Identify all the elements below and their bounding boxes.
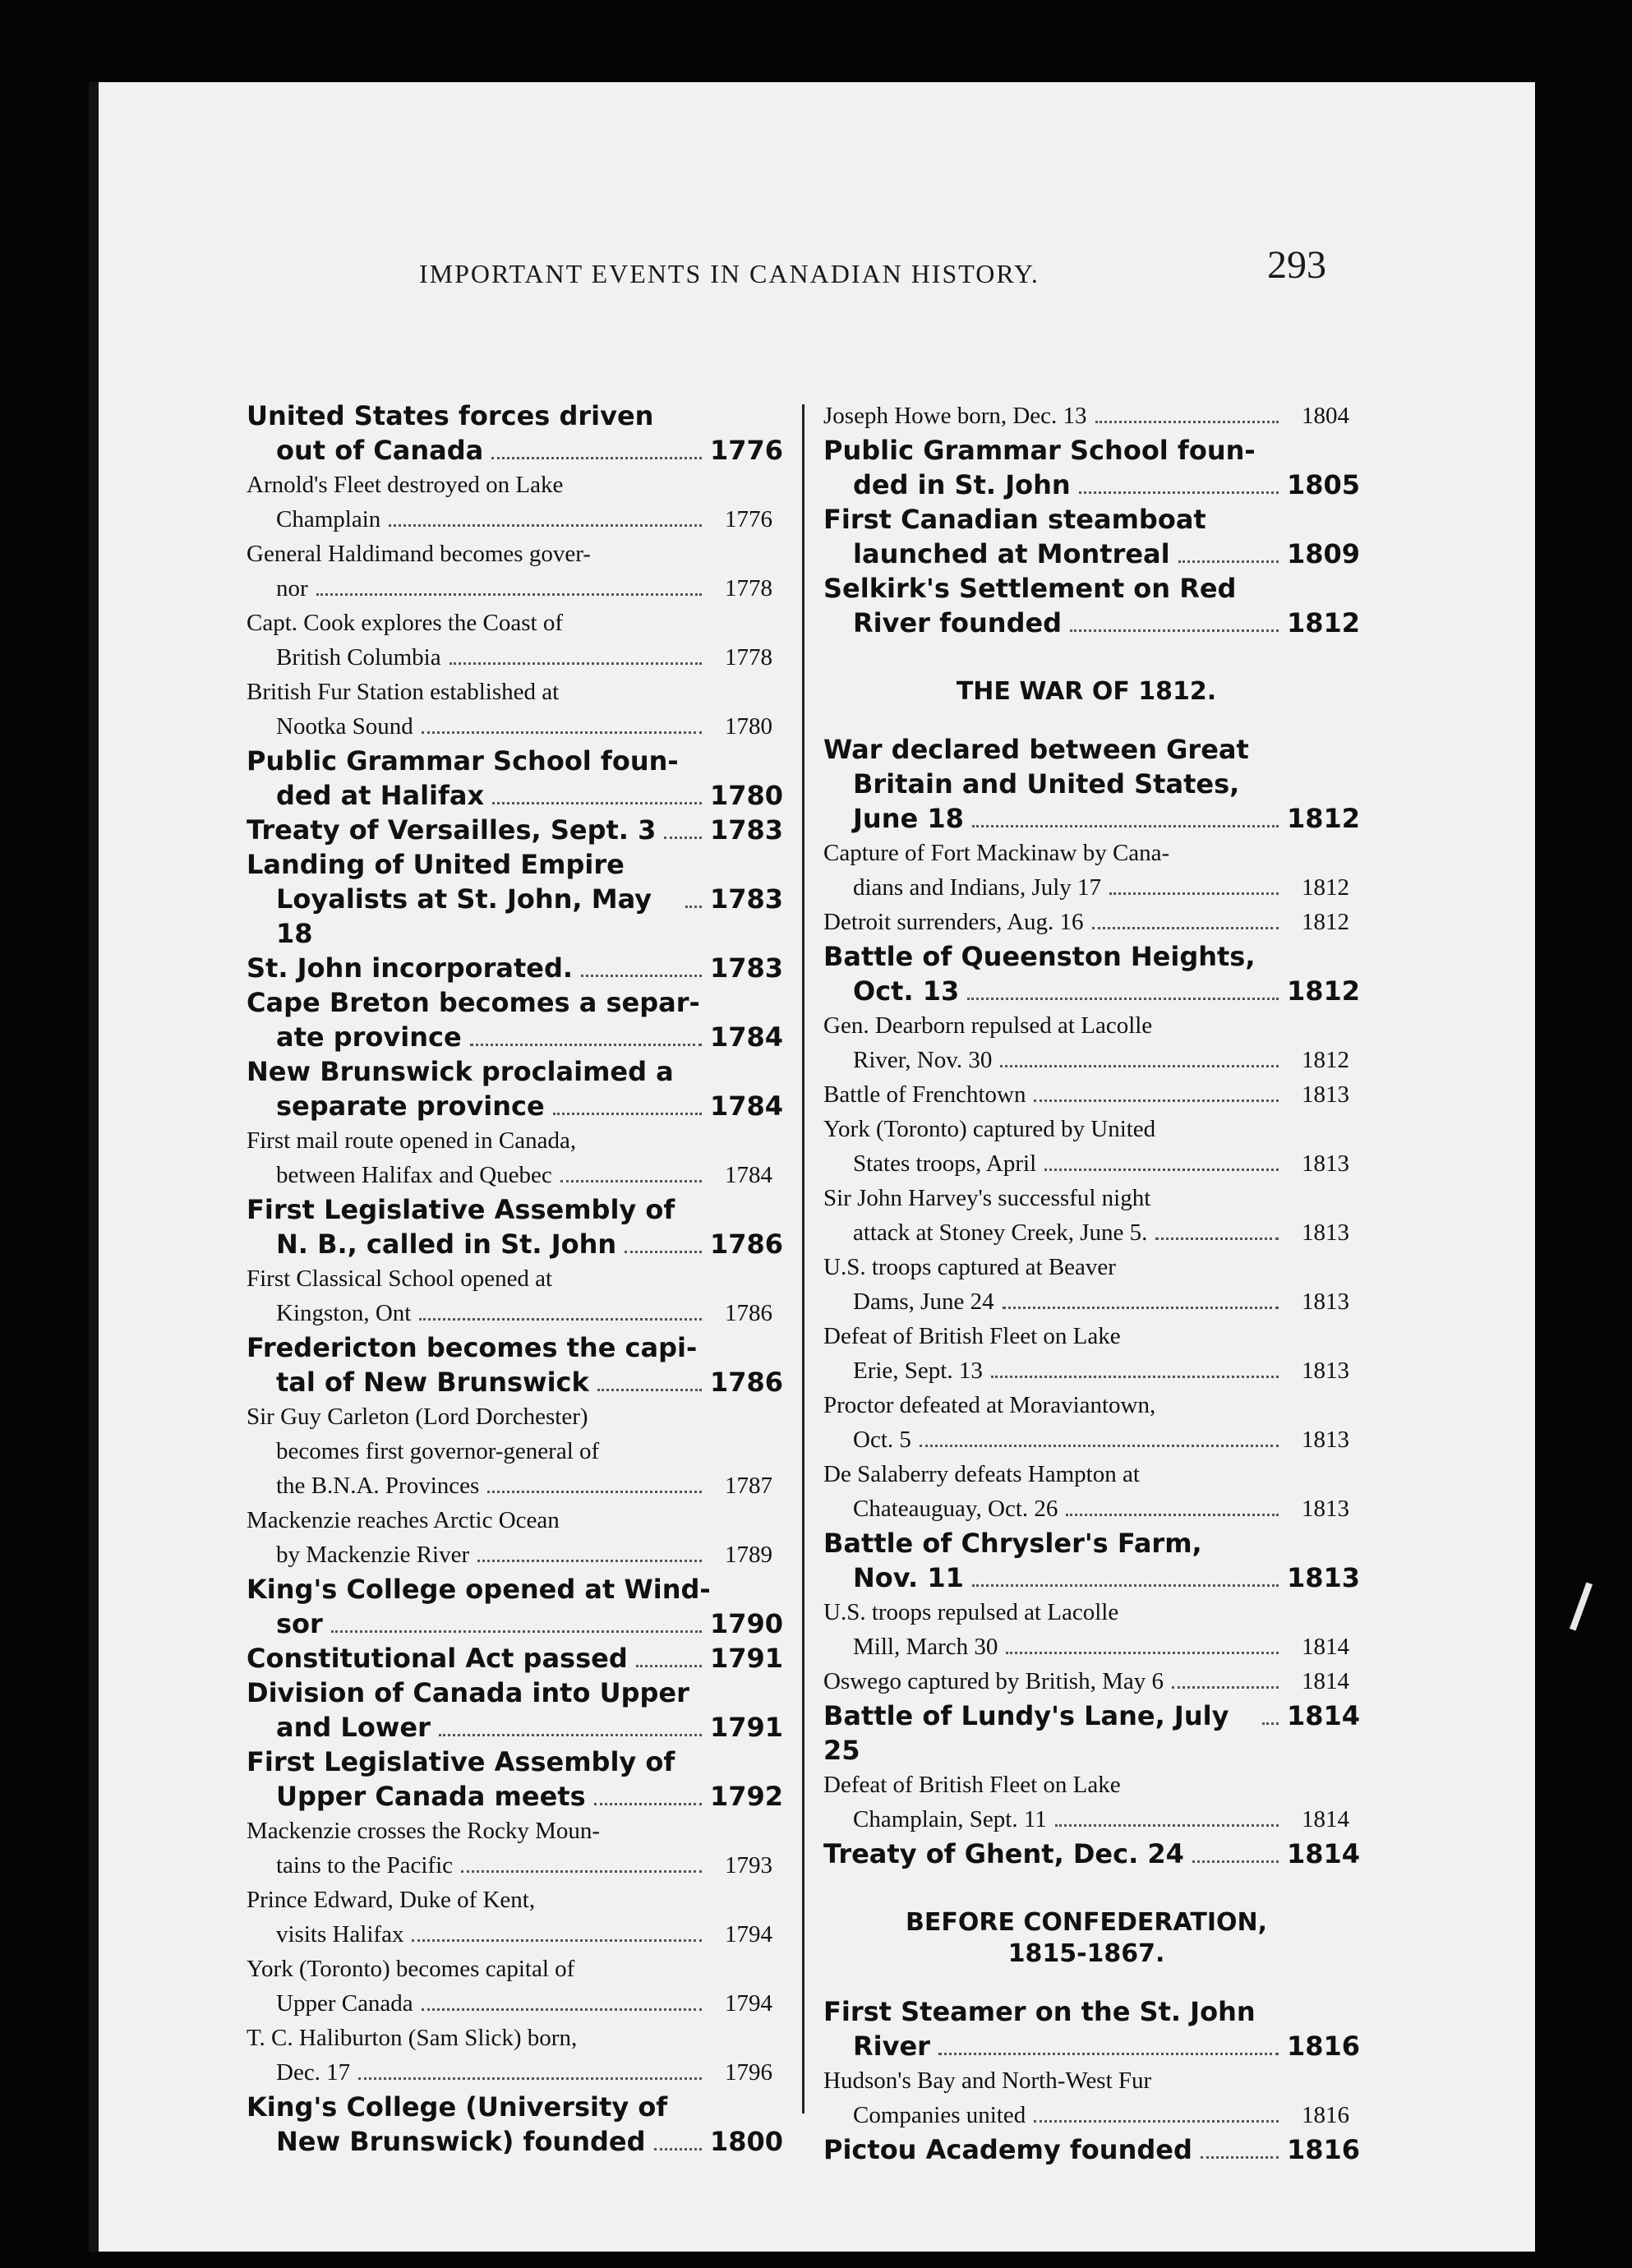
dot-leader [560, 1180, 702, 1182]
entry-text-line1: Selkirk's Settlement on Red [823, 573, 1237, 604]
entry-year: 1809 [1287, 538, 1361, 569]
entry-text-line2: Oswego captured by British, May 6 [823, 1668, 1164, 1694]
entry-text-line2: Chateauguay, Oct. 26 [853, 1496, 1058, 1522]
dot-leader [470, 1044, 702, 1046]
dot-leader [389, 524, 702, 527]
right-column [823, 399, 1361, 2167]
entry-text-line2: the B.N.A. Provinces [276, 1473, 480, 1499]
entry-text-line1: Arnold's Fleet destroyed on Lake [247, 472, 564, 498]
entry-year: 1778 [725, 575, 772, 602]
entry-text-line2: ate province [276, 1021, 462, 1053]
entry-text-line1: De Salaberry defeats Hampton at [823, 1461, 1140, 1487]
entry-text-line1: Proctor defeated at Moraviantown, [823, 1392, 1156, 1418]
dot-leader [938, 2053, 1279, 2055]
entry-text-line2: ded at Halifax [276, 780, 485, 811]
entry-text-line2: becomes first governor-general of [276, 1438, 600, 1464]
entry-year: 1784 [710, 1021, 784, 1053]
dot-leader [1079, 491, 1279, 494]
timeline-entry [823, 1595, 1349, 1664]
entry-year: 1800 [710, 2126, 784, 2157]
dot-leader [1095, 421, 1279, 423]
dot-leader [594, 1803, 702, 1805]
entry-text-line2: Champlain, Sept. 11 [853, 1806, 1047, 1832]
entry-text-line1: U.S. troops repulsed at Lacolle [823, 1599, 1119, 1625]
timeline-entry [247, 1468, 772, 1503]
dot-leader [1192, 1860, 1279, 1863]
timeline-entry [247, 1330, 784, 1399]
timeline-entry [247, 1676, 784, 1745]
timeline-entry [247, 744, 784, 813]
entry-year: 1813 [1302, 1081, 1349, 1108]
timeline-entry [247, 537, 772, 606]
dot-leader [685, 906, 702, 908]
entry-text-line1: York (Toronto) captured by United [823, 1116, 1156, 1142]
dot-leader [1092, 927, 1279, 929]
before-confederation-heading [823, 1907, 1349, 1970]
entry-text-line2: Oct. 13 [853, 975, 960, 1007]
dot-leader [1172, 1686, 1279, 1689]
timeline-entry [247, 468, 772, 537]
dot-leader [1034, 2120, 1279, 2123]
running-title: IMPORTANT EVENTS IN CANADIAN HISTORY. [419, 259, 1040, 288]
timeline-entry [823, 905, 1349, 939]
book-page [89, 82, 1535, 2252]
timeline-entry [823, 1526, 1361, 1595]
entry-text-line1: Division of Canada into Upper [247, 1677, 689, 1708]
page-number: 293 [1267, 243, 1326, 287]
entry-year: 1783 [710, 814, 784, 846]
timeline-entry [823, 1699, 1361, 1768]
dot-leader [1006, 1652, 1279, 1654]
dot-leader [1109, 892, 1279, 895]
entry-text-line1: Sir John Harvey's successful night [823, 1185, 1151, 1211]
dot-leader [1155, 1238, 1279, 1240]
entry-text-line1: Prince Edward, Duke of Kent, [247, 1887, 536, 1913]
entry-text-line2: Nov. 11 [853, 1562, 964, 1593]
entry-text-line2: States troops, April [853, 1150, 1037, 1177]
entry-text-line1: First Legislative Assembly of [247, 1194, 675, 1225]
entry-text-line1: First Legislative Assembly of [247, 1746, 675, 1777]
entry-year: 1791 [710, 1712, 784, 1743]
entry-text-line2: Loyalists at St. John, May 18 [276, 883, 652, 949]
entry-text-line1: Defeat of British Fleet on Lake [823, 1323, 1121, 1349]
timeline-entry [247, 985, 784, 1054]
war-of-1812-heading: THE WAR OF 1812. [956, 677, 1217, 706]
dot-leader [991, 1376, 1279, 1378]
dot-leader [553, 1113, 702, 1115]
entry-year: 1789 [725, 1542, 772, 1568]
entry-text-line1: Battle of Chrysler's Farm, [823, 1528, 1202, 1559]
scan-mark [1570, 1582, 1593, 1630]
entry-text-line2: Britain and United States, [853, 768, 1240, 800]
dot-leader [487, 1491, 702, 1493]
entry-text-line1: Mackenzie crosses the Rocky Moun- [247, 1818, 601, 1844]
entry-year: 1783 [710, 952, 784, 984]
entry-text-line1: Capture of Fort Mackinaw by Cana- [823, 840, 1170, 866]
entry-year: 1812 [1287, 975, 1361, 1007]
entry-text-line2: Joseph Howe born, Dec. 13 [823, 403, 1087, 429]
entry-year: 1812 [1302, 909, 1349, 935]
timeline-entry [823, 2132, 1361, 2167]
timeline-entry [823, 1768, 1349, 1837]
entry-text-line2: Treaty of Versailles, Sept. 3 [247, 814, 657, 846]
entry-year: 1812 [1287, 803, 1361, 834]
dot-leader [581, 975, 702, 977]
entry-text-line2: Detroit surrenders, Aug. 16 [823, 909, 1084, 935]
entry-text-line2: Companies united [853, 2102, 1026, 2128]
entry-year: 1813 [1287, 1562, 1361, 1593]
entry-year: 1816 [1302, 2102, 1349, 2128]
entry-text-line2: visits Halifax [276, 1921, 404, 1948]
entry-text-line1: New Brunswick proclaimed a [247, 1056, 674, 1087]
dot-leader [1178, 560, 1279, 563]
dot-leader [492, 802, 702, 804]
entry-text-line2: River founded [853, 607, 1063, 638]
entry-text-line1: Public Grammar School foun- [247, 745, 679, 777]
entry-year: 1776 [725, 506, 772, 532]
timeline-entry [823, 1250, 1349, 1319]
timeline-entry [247, 1192, 784, 1261]
entry-year: 1814 [1302, 1668, 1349, 1694]
entry-year: 1783 [710, 883, 784, 915]
timeline-entry [247, 1952, 772, 2021]
entry-text-line1: Public Grammar School foun- [823, 435, 1256, 466]
entry-text-line2: Constitutional Act passed [247, 1643, 628, 1674]
entry-year: 1813 [1302, 1150, 1349, 1177]
entry-text-line2: and Lower [276, 1712, 431, 1743]
timeline-entry [823, 1077, 1349, 1112]
dot-leader [461, 1870, 702, 1873]
timeline-entry [247, 1503, 772, 1572]
timeline-entry [247, 1572, 784, 1641]
entry-text-line2: Battle of Frenchtown [823, 1081, 1026, 1108]
timeline-entry [247, 606, 772, 675]
entry-year: 1792 [710, 1781, 784, 1812]
entry-year: 1814 [1302, 1806, 1349, 1832]
entry-year: 1813 [1302, 1427, 1349, 1453]
entry-year: 1814 [1302, 1634, 1349, 1660]
entry-text-line1: United States forces driven [247, 400, 654, 431]
timeline-entry [823, 1994, 1361, 2063]
entry-text-line2: Erie, Sept. 13 [853, 1358, 983, 1384]
entry-text-line1: Fredericton becomes the capi- [247, 1332, 698, 1363]
entry-text-line1: Hudson's Bay and North-West Fur [823, 2067, 1152, 2094]
dot-leader [412, 1939, 702, 1942]
timeline-entry [823, 939, 1361, 1008]
entry-year: 1804 [1302, 403, 1349, 429]
dot-leader [491, 457, 702, 459]
entry-text-line2: Upper Canada [276, 1990, 413, 2017]
entry-text-line1: King's College (University of [247, 2091, 668, 2123]
entry-year: 1814 [1287, 1838, 1361, 1869]
left-column [247, 399, 784, 2159]
timeline-entry [247, 1123, 772, 1192]
dot-leader [439, 1734, 702, 1736]
dot-leader [967, 998, 1279, 1000]
entry-year: 1786 [710, 1228, 784, 1260]
timeline-entry [823, 1664, 1349, 1699]
timeline-entry [247, 1399, 772, 1468]
entry-text-line2: between Halifax and Quebec [276, 1162, 552, 1188]
entry-text-line2: Pictou Academy founded [823, 2134, 1192, 2165]
timeline-entry [823, 1388, 1349, 1457]
dot-leader [1055, 1824, 1279, 1827]
dot-leader [358, 2077, 702, 2080]
entry-text-line1: First mail route opened in Canada, [247, 1127, 577, 1154]
entry-text-line1: T. C. Haliburton (Sam Slick) born, [247, 2025, 578, 2051]
timeline-entry [823, 1112, 1349, 1181]
entry-year: 1794 [725, 1990, 772, 2017]
war-of-1812-events [823, 732, 1361, 1871]
timeline-entry [247, 1814, 772, 1883]
entry-year: 1780 [725, 713, 772, 740]
page-header [99, 234, 1535, 300]
entry-year: 1812 [1302, 874, 1349, 901]
entry-text-line2: sor [276, 1608, 323, 1639]
timeline-entry [823, 502, 1361, 571]
entry-text-line2: by Mackenzie River [276, 1542, 470, 1568]
timeline-entry [823, 399, 1349, 433]
timeline-entry [247, 847, 784, 951]
dot-leader [1044, 1169, 1279, 1171]
dot-leader [449, 662, 702, 665]
dot-leader [972, 825, 1279, 827]
timeline-entry [823, 1457, 1349, 1526]
entry-year: 1812 [1287, 607, 1361, 638]
heading-line-2: 1815-1867. [1007, 1939, 1165, 1968]
dot-leader [1034, 1099, 1279, 1102]
timeline-entry [247, 1261, 772, 1330]
entry-text-line1: Gen. Dearborn repulsed at Lacolle [823, 1012, 1153, 1039]
before-confederation-events [823, 1994, 1361, 2167]
entry-text-line2: River, Nov. 30 [853, 1047, 993, 1073]
timeline-entry [247, 675, 772, 744]
entry-year: 1791 [710, 1643, 784, 1674]
entry-year: 1780 [710, 780, 784, 811]
entry-text-line2: Dams, June 24 [853, 1288, 994, 1315]
entry-text-line1: King's College opened at Wind- [247, 1574, 711, 1605]
entry-text-line1: First Canadian steamboat [823, 504, 1206, 535]
dot-leader [1066, 1514, 1279, 1516]
entry-text-line2: Kingston, Ont [276, 1300, 412, 1326]
timeline-entry [247, 2021, 772, 2090]
entry-text-line2: Oct. 5 [853, 1427, 911, 1453]
entry-text-line2: attack at Stoney Creek, June 5. [853, 1219, 1148, 1246]
entry-text-line1: Landing of United Empire [247, 849, 625, 880]
entry-text-line2: British Columbia [276, 644, 441, 671]
dot-leader [597, 1389, 702, 1391]
entry-text-line1: Battle of Queenston Heights, [823, 941, 1256, 972]
entry-text-line2: Dec. 17 [276, 2059, 351, 2086]
dot-leader [422, 731, 702, 734]
dot-leader [477, 1560, 702, 1562]
dot-leader [316, 593, 702, 596]
entry-year: 1796 [725, 2059, 772, 2086]
heading-line-1: BEFORE CONFEDERATION, [905, 1908, 1268, 1937]
entry-year: 1813 [1302, 1288, 1349, 1315]
timeline-entry [247, 399, 784, 468]
dot-leader [1070, 629, 1279, 632]
entry-year: 1812 [1302, 1047, 1349, 1073]
entry-year: 1787 [725, 1473, 772, 1499]
entry-year: 1816 [1287, 2134, 1361, 2165]
timeline-entry [823, 571, 1361, 640]
entry-text-line2: out of Canada [276, 435, 484, 466]
dot-leader [1201, 2156, 1279, 2159]
entry-text-line1: U.S. troops captured at Beaver [823, 1254, 1116, 1280]
entry-text-line2: Treaty of Ghent, Dec. 24 [823, 1838, 1184, 1869]
timeline-entry [823, 732, 1349, 801]
entry-text-line2: N. B., called in St. John [276, 1228, 617, 1260]
entry-year: 1816 [1287, 2031, 1361, 2062]
timeline-entry [247, 951, 784, 985]
dot-leader [654, 2148, 703, 2150]
dot-leader [972, 1584, 1279, 1587]
entry-year: 1813 [1302, 1358, 1349, 1384]
entry-year: 1814 [1287, 1700, 1361, 1731]
entry-text-line2: Champlain [276, 506, 381, 532]
timeline-entry [247, 1641, 784, 1676]
entry-year: 1786 [725, 1300, 772, 1326]
dot-leader [664, 837, 702, 839]
timeline-entry [823, 433, 1361, 502]
dot-leader [920, 1445, 1279, 1447]
dot-leader [422, 2008, 702, 2011]
entry-text-line2: River [853, 2031, 930, 2062]
timeline-entry [823, 1181, 1349, 1250]
timeline-entry [823, 2063, 1349, 2132]
entry-year: 1813 [1302, 1219, 1349, 1246]
entry-text-line1: York (Toronto) becomes capital of [247, 1956, 575, 1982]
entry-text-line2: Nootka Sound [276, 713, 413, 740]
column-divider [802, 404, 804, 2114]
entry-year: 1778 [725, 644, 772, 671]
timeline-entry [823, 1837, 1361, 1871]
entry-text-line2: dians and Indians, July 17 [853, 874, 1102, 901]
entry-text-line2: tains to the Pacific [276, 1852, 454, 1878]
entry-text-line2: New Brunswick) founded [276, 2126, 646, 2157]
entry-text-line1: Capt. Cook explores the Coast of [247, 610, 564, 636]
entry-year: 1793 [725, 1852, 772, 1878]
dot-leader [419, 1318, 702, 1321]
timeline-entry [247, 1745, 784, 1814]
timeline-entry [823, 1319, 1349, 1388]
entry-text-line1: War declared between Great [823, 734, 1249, 765]
entry-text-line1: General Haldimand becomes gover- [247, 541, 591, 567]
entry-year: 1776 [710, 435, 784, 466]
timeline-entry [823, 1008, 1349, 1077]
entry-year: 1786 [710, 1367, 784, 1398]
entry-text-line1: British Fur Station established at [247, 679, 560, 705]
timeline-entry [247, 813, 784, 847]
timeline-entry [247, 1054, 784, 1123]
entry-text-line2: Upper Canada meets [276, 1781, 586, 1812]
entry-text-line2: Battle of Lundy's Lane, July 25 [823, 1700, 1229, 1766]
timeline-entry [247, 1883, 772, 1952]
dot-leader [1000, 1065, 1279, 1067]
entry-text-line2: June 18 [853, 803, 964, 834]
entry-year: 1784 [725, 1162, 772, 1188]
entry-text-line2: ded in St. John [853, 469, 1071, 500]
entry-year: 1813 [1302, 1496, 1349, 1522]
entry-text-line2: tal of New Brunswick [276, 1367, 589, 1398]
entry-text-line1: Cape Breton becomes a separ- [247, 987, 700, 1018]
dot-leader [625, 1251, 702, 1253]
entry-text-line2: St. John incorporated. [247, 952, 574, 984]
timeline-entry [823, 836, 1349, 905]
entry-text-line1: First Classical School opened at [247, 1265, 553, 1292]
entry-text-line2: separate province [276, 1090, 545, 1122]
entry-text-line1: Defeat of British Fleet on Lake [823, 1772, 1121, 1798]
dot-leader [1003, 1307, 1279, 1309]
right-column-early-events [823, 399, 1361, 640]
entry-text-line1: First Steamer on the St. John [823, 1996, 1256, 2027]
entry-year: 1794 [725, 1921, 772, 1948]
dot-leader [636, 1665, 702, 1667]
entry-year: 1790 [710, 1608, 784, 1639]
timeline-entry [823, 801, 1361, 836]
dot-leader [331, 1630, 702, 1633]
dot-leader [1262, 1722, 1279, 1725]
entry-text-line2: nor [276, 575, 308, 602]
entry-text-line1: Sir Guy Carleton (Lord Dorchester) [247, 1404, 588, 1430]
entry-text-line1: Mackenzie reaches Arctic Ocean [247, 1507, 560, 1533]
entry-text-line2: launched at Montreal [853, 538, 1170, 569]
timeline-entry [247, 2090, 784, 2159]
entry-year: 1805 [1287, 469, 1361, 500]
entry-text-line2: Mill, March 30 [853, 1634, 998, 1660]
entry-year: 1784 [710, 1090, 784, 1122]
